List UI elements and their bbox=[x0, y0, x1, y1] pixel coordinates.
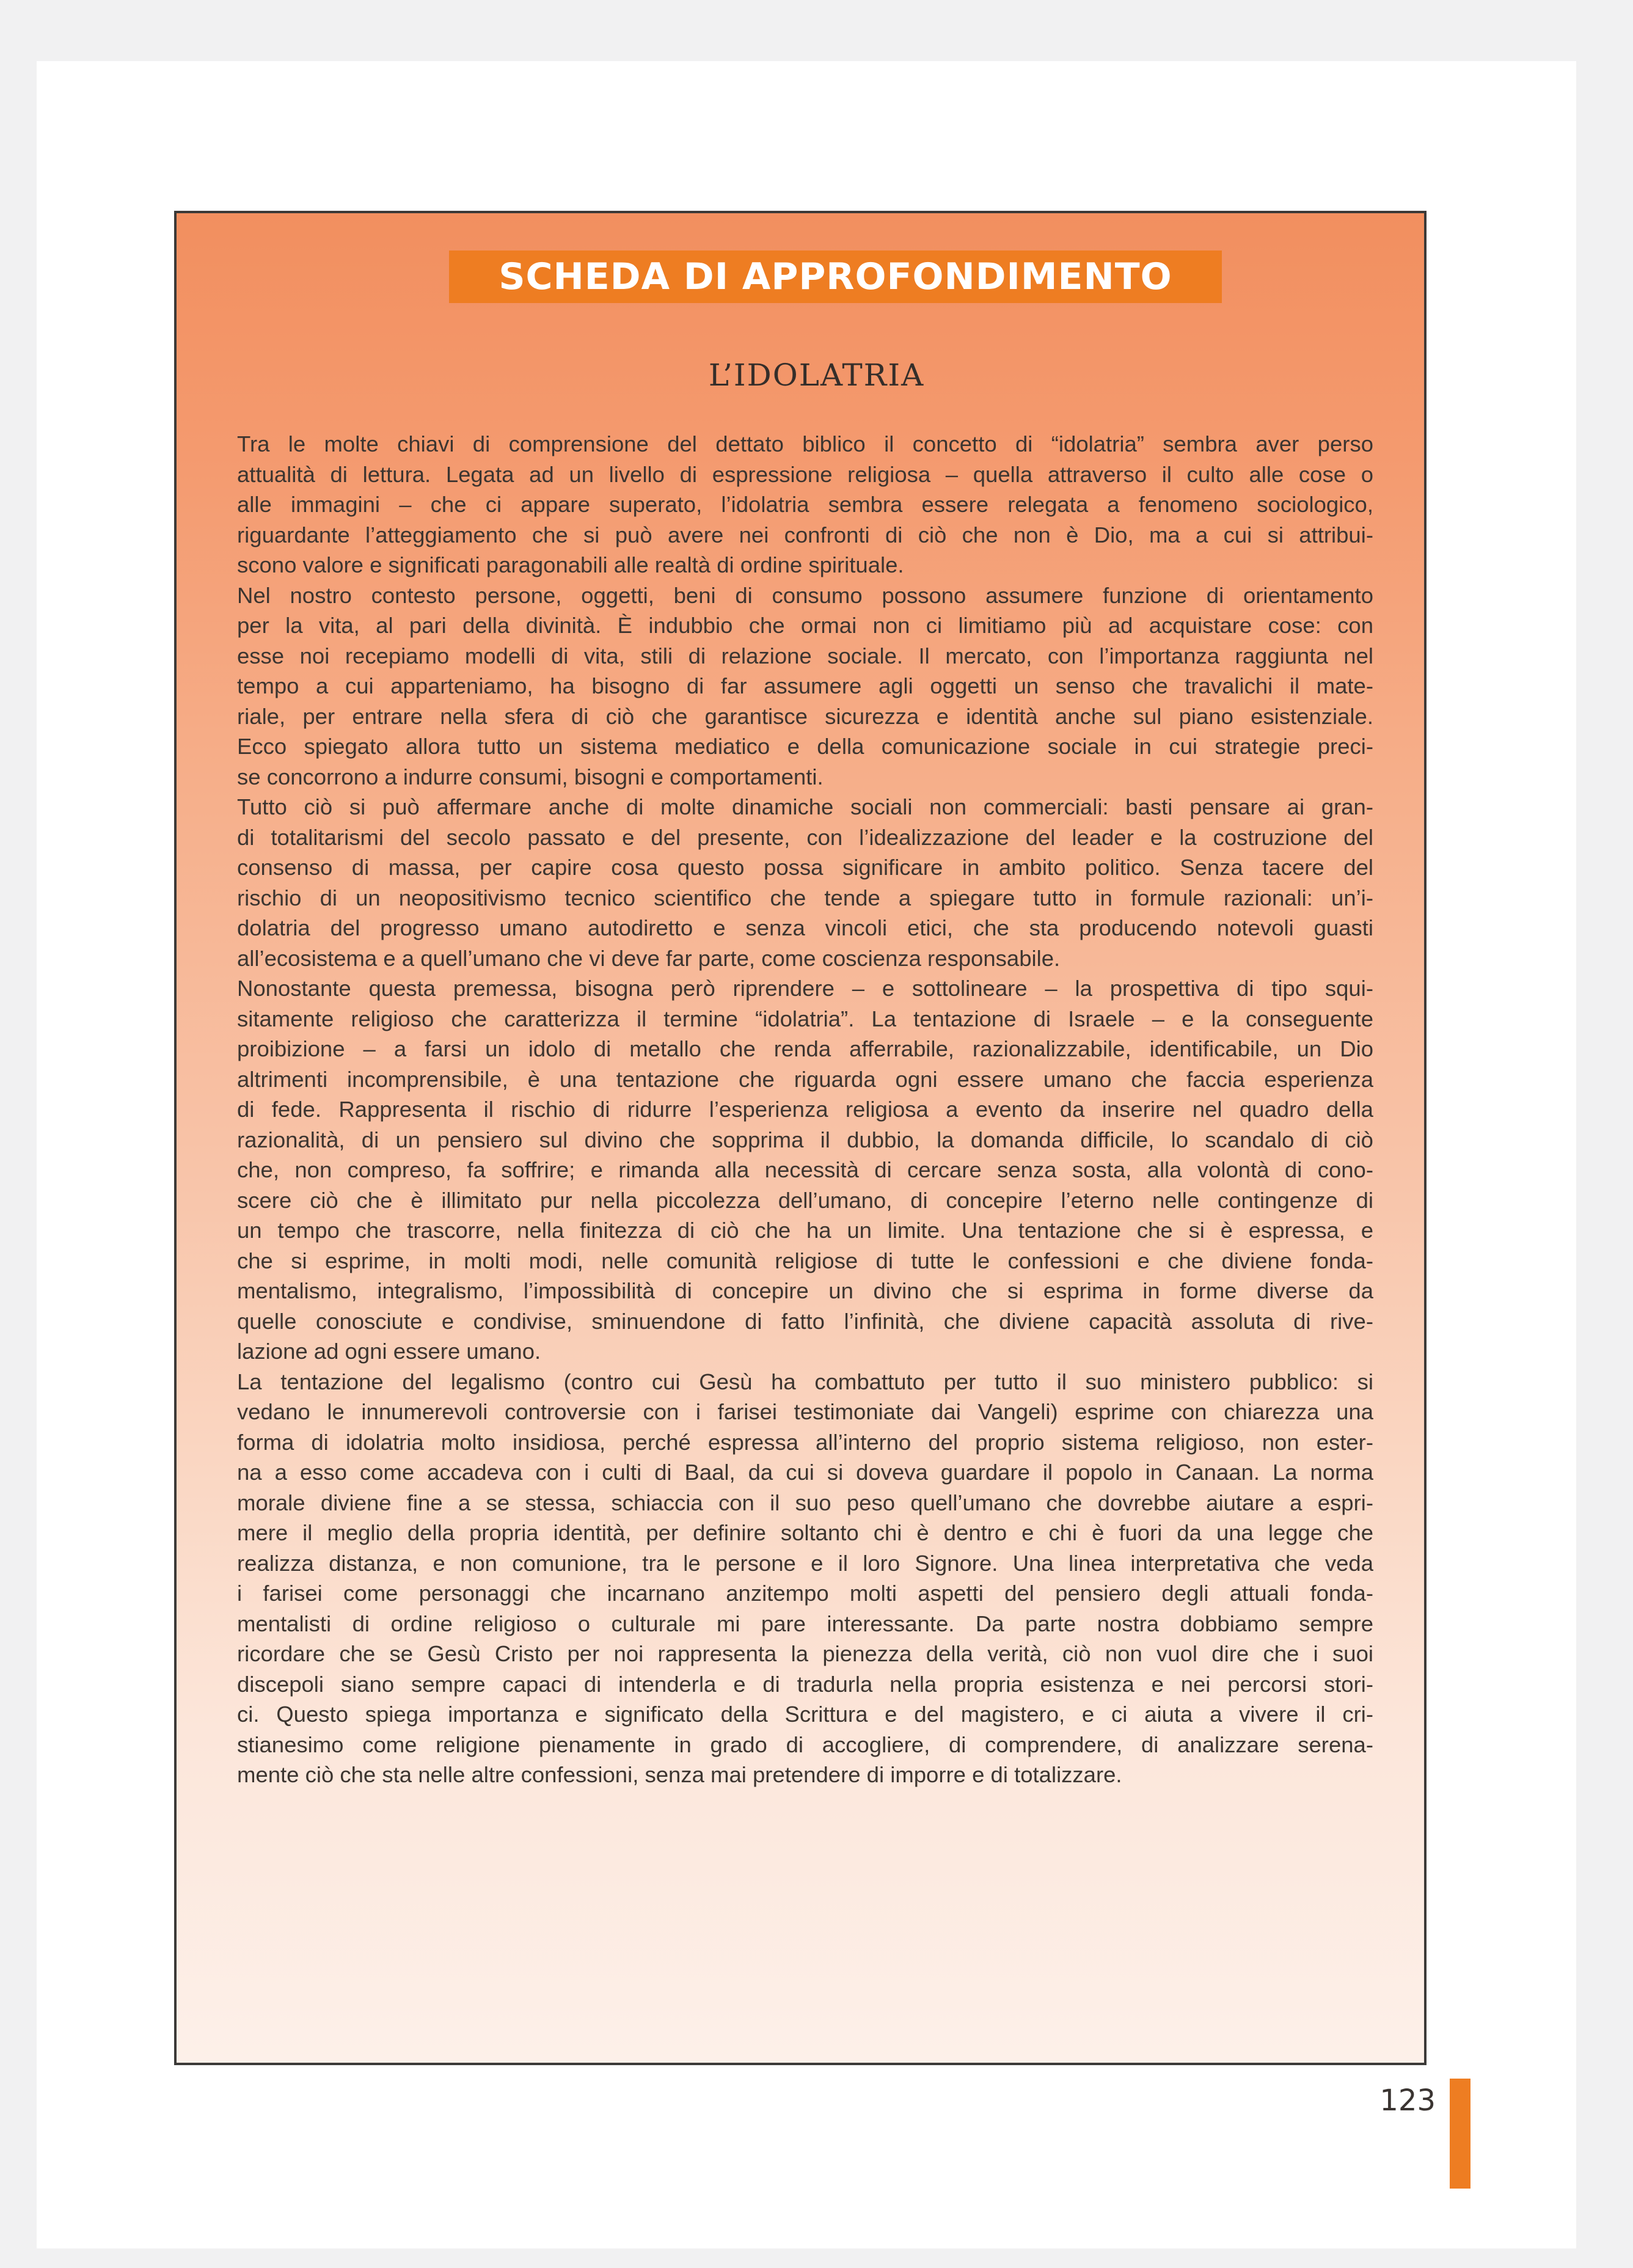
body-line: morale diviene fine a se stessa, schiaccia con il suo peso quell’umano che dovrebbe aiutare a espri- bbox=[237, 1490, 1373, 1515]
page-number: 123 bbox=[1379, 2083, 1436, 2118]
body-line: mere il meglio della propria identità, per definire soltanto chi è dentro e chi è fuori da una legge che bbox=[237, 1520, 1373, 1545]
body-line: Tutto ciò si può affermare anche di molte dinamiche sociali non commerciali: basti pensare ai gran- bbox=[237, 794, 1373, 819]
body-line: esse noi recepiamo modelli di vita, stili di relazione sociale. Il mercato, con l’importanza raggiunta nel bbox=[237, 643, 1373, 668]
body-line: dolatria del progresso umano autodiretto e senza vincoli etici, che sta producendo notevoli guasti bbox=[237, 915, 1373, 940]
body-line: stianesimo come religione pienamente in grado di accogliere, di comprendere, di analizzare serena- bbox=[237, 1732, 1373, 1757]
body-line: che, non compreso, fa soffrire; e rimanda alla necessità di cercare senza sosta, alla volontà di cono- bbox=[237, 1157, 1373, 1182]
body-line: ci. Questo spiega importanza e significato della Scrittura e del magistero, e ci aiuta a vivere il cri- bbox=[237, 1702, 1373, 1727]
body-line: forma di idolatria molto insidiosa, perché espressa all’interno del proprio sistema religioso, non ester- bbox=[237, 1429, 1373, 1455]
body-line: discepoli siano sempre capaci di intenderla e di tradurla nella propria esistenza e nei percorsi stori- bbox=[237, 1671, 1373, 1697]
article-title: L’IDOLATRIA bbox=[708, 357, 925, 393]
body-line: attualità di lettura. Legata ad un livello di espressione religiosa – quella attraverso il culto alle cose o bbox=[237, 461, 1373, 487]
body-line: Ecco spiegato allora tutto un sistema mediatico e della comunicazione sociale in cui strategie preci- bbox=[237, 734, 1373, 759]
page-number-bar bbox=[1450, 2079, 1470, 2189]
article-body bbox=[237, 429, 1373, 1790]
body-line: razionalità, di un pensiero sul divino che sopprima il dubbio, la domanda difficile, lo scandalo di ciò bbox=[237, 1127, 1373, 1152]
body-line: rischio di un neopositivismo tecnico scientifico che tende a spiegare tutto in formule razionali: un’i- bbox=[237, 885, 1373, 910]
body-line: per la vita, al pari della divinità. È indubbio che ormai non ci limitiamo più ad acquistare cose: con bbox=[237, 613, 1373, 638]
body-line: un tempo che trascorre, nella finitezza di ciò che ha un limite. Una tentazione che si è espressa, e bbox=[237, 1218, 1373, 1243]
body-line: all’ecosistema e a quell’umano che vi deve far parte, come coscienza responsabile. bbox=[237, 945, 1061, 971]
body-line: i farisei come personaggi che incarnano anzitempo molti aspetti del pensiero degli attuali fonda- bbox=[237, 1581, 1373, 1606]
body-line: Nel nostro contesto persone, oggetti, beni di consumo possono assumere funzione di orientamento bbox=[237, 582, 1373, 608]
body-line: alle immagini – che ci appare superato, l’idolatria sembra essere relegata a fenomeno sociologico, bbox=[237, 492, 1373, 517]
body-line: scere ciò che è illimitato pur nella piccolezza dell’umano, di concepire l’eterno nelle contingenze di bbox=[237, 1187, 1373, 1213]
body-line: che si esprime, in molti modi, nelle comunità religiose di tutte le confessioni e che diviene fonda- bbox=[237, 1248, 1373, 1273]
body-line: di totalitarismi del secolo passato e del presente, con l’idealizzazione del leader e la costruzione del bbox=[237, 824, 1373, 850]
body-line: se concorrono a indurre consumi, bisogni e comportamenti. bbox=[237, 764, 824, 789]
body-line: quelle conosciute e condivise, sminuendone di fatto l’infinità, che diviene capacità assoluta di rive- bbox=[237, 1308, 1373, 1334]
body-line: mentalismo, integralismo, l’impossibilità di concepire un divino che si esprima in forme diverse da bbox=[237, 1278, 1373, 1303]
body-line: riale, per entrare nella sfera di ciò che garantisce sicurezza e identità anche sul piano esistenziale. bbox=[237, 703, 1373, 729]
body-line: tempo a cui apparteniamo, ha bisogno di far assumere agli oggetti un senso che travalichi il mate- bbox=[237, 673, 1373, 698]
body-line: realizza distanza, e non comunione, tra le persone e il loro Signore. Una linea interpretativa che veda bbox=[237, 1550, 1373, 1576]
body-line: ricordare che se Gesù Cristo per noi rappresenta la pienezza della verità, ciò non vuol dire che i suoi bbox=[237, 1641, 1373, 1666]
body-line: mente ciò che sta nelle altre confessioni, senza mai pretendere di imporre e di totalizzare. bbox=[237, 1762, 1122, 1787]
body-line: consenso di massa, per capire cosa questo possa significare in ambito politico. Senza tacere del bbox=[237, 855, 1373, 880]
body-line: na a esso come accadeva con i culti di Baal, da cui si doveva guardare il popolo in Canaan. La norma bbox=[237, 1460, 1373, 1485]
body-line: Nonostante questa premessa, bisogna però riprendere – e sottolineare – la prospettiva di tipo squi- bbox=[237, 976, 1373, 1001]
body-line: mentalisti di ordine religioso o culturale mi pare interessante. Da parte nostra dobbiamo sempre bbox=[237, 1611, 1373, 1636]
body-line: sitamente religioso che caratterizza il termine “idolatria”. La tentazione di Israele – e la conseguente bbox=[237, 1006, 1373, 1031]
body-line: lazione ad ogni essere umano. bbox=[237, 1339, 541, 1364]
body-line: La tentazione del legalismo (contro cui Gesù ha combattuto per tutto il suo ministero pubblico: si bbox=[237, 1369, 1373, 1394]
body-line: proibizione – a farsi un idolo di metallo che renda afferrabile, razionalizzabile, identificabile, un Dio bbox=[237, 1036, 1373, 1061]
body-line: vedano le innumerevoli controversie con i farisei testimoniate dai Vangeli) esprime con chiarezza una bbox=[237, 1399, 1373, 1424]
body-line: di fede. Rappresenta il rischio di ridurre l’esperienza religiosa a evento da inserire nel quadro della bbox=[237, 1097, 1373, 1122]
section-banner bbox=[449, 251, 1222, 303]
body-line: scono valore e significati paragonabili alle realtà di ordine spirituale. bbox=[237, 552, 904, 577]
banner-title: SCHEDA DI APPROFONDIMENTO bbox=[499, 255, 1172, 298]
body-line: Tra le molte chiavi di comprensione del dettato biblico il concetto di “idolatria” sembra aver perso bbox=[237, 431, 1373, 456]
body-line: altrimenti incomprensibile, è una tentazione che riguarda ogni essere umano che faccia esperienza bbox=[237, 1066, 1373, 1092]
body-line: riguardante l’atteggiamento che si può avere nei confronti di ciò che non è Dio, ma a cui si attribui- bbox=[237, 522, 1373, 547]
